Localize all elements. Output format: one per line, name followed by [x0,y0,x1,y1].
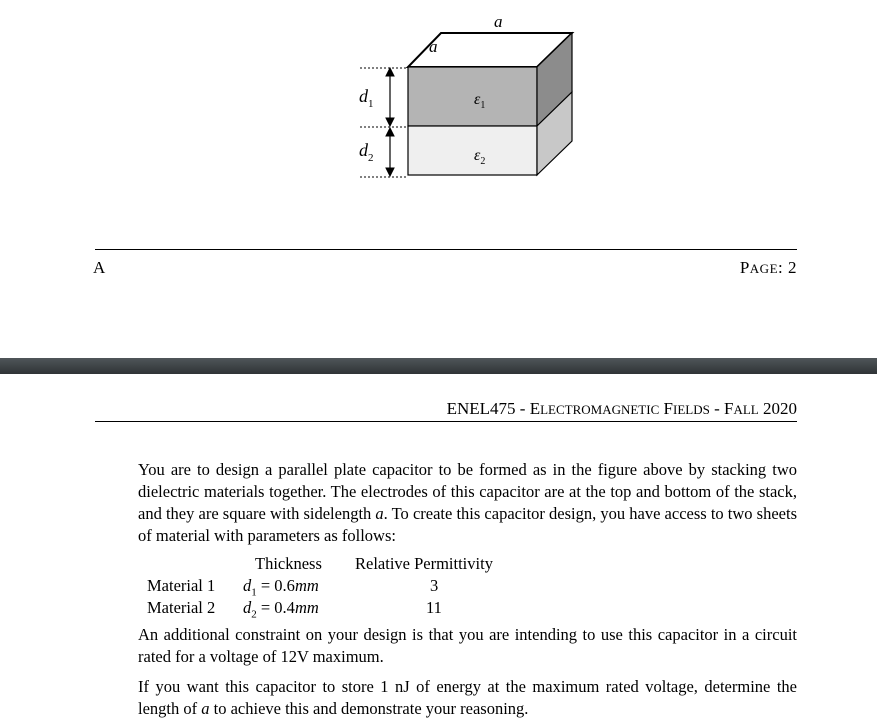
problem-intro: You are to design a parallel plate capacitor to be formed as in the figure above by stacking two dielectric materials together. The electrodes of this capacitor are at the top and bottom of the stack, and they are square with sidelength a. To create this capacitor design, you have access to two sheets of material with parameters as follows: [138,460,797,545]
page-separator [0,358,877,374]
side-label-top: a [494,12,503,31]
thickness-label-2: $d_2$ [359,140,374,164]
permittivity-label-2: $\varepsilon_2$ [474,147,486,167]
page-number: 2 [788,258,797,277]
side-label-depth: a [429,37,438,56]
material-1-name: Material 1 [147,576,216,595]
course-header: ENEL475 - ELECTROMAGNETIC FIELDS - FALL 2020 [446,399,797,418]
material-1-thickness: $d_1 = 0.6mm$ [243,576,319,599]
layer-2-front [408,126,537,175]
material-2-permittivity: 11 [426,598,442,617]
material-1-permittivity: 3 [430,576,439,595]
permittivity-label-1: $\varepsilon_1$ [474,91,486,111]
thickness-arrow-2 [386,128,394,176]
layer-1-front [408,67,537,126]
footer-rule [95,249,797,250]
thickness-label-1: $d_1$ [359,86,374,110]
material-2-thickness: $d_2 = 0.4mm$ [243,598,319,621]
material-2-name: Material 2 [147,598,216,617]
page-number-label: PAGE: 2 [739,258,797,277]
header-permittivity: Relative Permittivity [355,554,493,573]
problem-constraint: An additional constraint on your design is that you are intending to use this capacitor in a circuit rated for a voltage of 12V maximum. [138,625,797,666]
thickness-arrow-1 [386,68,394,126]
header-rule [95,421,797,422]
header-thickness: Thickness [255,554,322,573]
capacitor-figure [340,10,590,185]
pdf-page-1 [0,0,877,358]
footer-left-text: A [93,258,106,277]
problem-question: If you want this capacitor to store 1 nJ of energy at the maximum rated voltage, determine the length of a to achieve this and demonstrate your reasoning. [138,677,797,718]
